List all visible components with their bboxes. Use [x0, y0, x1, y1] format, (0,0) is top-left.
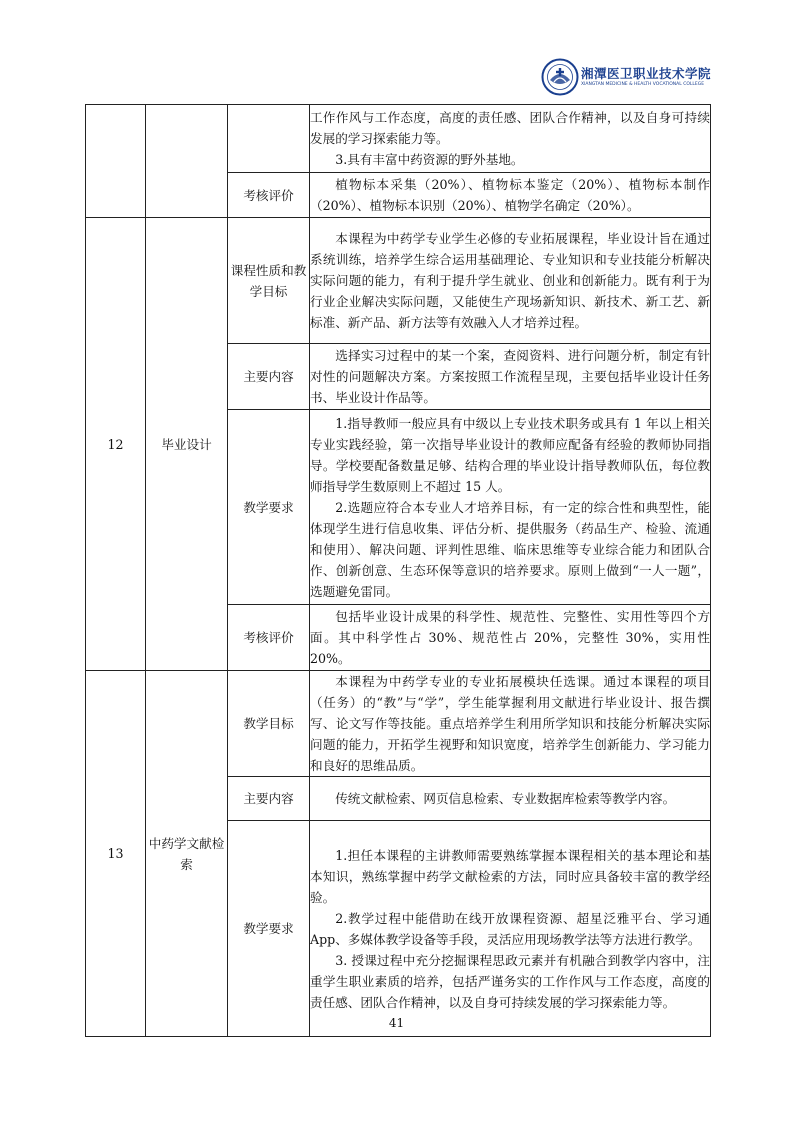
content-paragraph: 传统文献检索、网页信息检索、专业数据库检索等教学内容。 — [335, 791, 676, 806]
item-cell: 课程性质和教学目标 — [228, 218, 310, 344]
item-cell: 主要内容 — [228, 777, 310, 821]
content-cell — [310, 671, 711, 777]
item-cell: 教学要求 — [228, 821, 310, 1037]
course-name: 毕业设计 — [146, 218, 228, 671]
content-paragraph: 2.教学过程中能借助在线开放课程资源、超星泛雅平台、学习通 App、多媒体教学设备等手段，灵活应用现场教学法等方法进行教学。 — [310, 910, 710, 947]
content-cell — [310, 105, 711, 173]
item-cell: 考核评价 — [228, 605, 310, 671]
content-cell — [310, 605, 711, 671]
content-paragraph: 本课程为中药学专业学生必修的专业拓展课程，毕业设计旨在通过系统训练，培养学生综合运用基础理论、专业知识和专业技能分析解决实际问题的能力，有利于提升学生就业、创业和创新能力。既有利于为行业企业解决实际问题，又能使生产现场新知识、新技术、新工艺、新标准、新产品、新方法等有效融入人才培养过程。 — [310, 231, 710, 330]
content-paragraph: 3.具有丰富中药资源的野外基地。 — [335, 152, 524, 167]
content-paragraph: 3. 授课过程中充分挖掘课程思政元素并有机融合到教学内容中，注重学生职业素质的培养，包括严谨务实的工作作风与工作态度，高度的责任感、团队合作精神，以及自身可持续发展的学习探索能力等。 — [310, 952, 710, 1010]
table-row — [86, 218, 711, 344]
item-cell: 教学要求 — [228, 410, 310, 605]
page-number: 41 — [388, 1016, 405, 1030]
item-cell: 考核评价 — [228, 173, 310, 218]
content-cell — [310, 777, 711, 821]
content-paragraph: 植物标本采集（20%）、植物标本鉴定（20%）、植物标本制作（20%）、植物标本识别（20%）、植物学名确定（20%）。 — [310, 177, 710, 213]
school-name: 湘潭医卫职业技术学院 — [581, 66, 712, 81]
content-cell — [310, 218, 711, 344]
school-logo — [541, 58, 721, 98]
course-number-cell — [86, 105, 146, 218]
table-row — [86, 105, 711, 173]
content-cell — [310, 173, 711, 218]
content-cell — [310, 821, 711, 1037]
content-paragraph: 2.选题应符合本专业人才培养目标，有一定的综合性和典型性，能体现学生进行信息收集、评估分析、提供服务（药品生产、检验、流通和使用）、解决问题、评判性思维、临床思维等专业综合能力和团队合作、创新创意、生态环保等意识的培养要求。原则上做到“一人一题”，选题避免雷同。 — [310, 499, 710, 599]
content-line: 工作作风与工作态度，高度的责任感、团队合作精神，以及自身可持续发展的学习探索能力等。 — [310, 110, 710, 146]
course-name-cell — [146, 105, 228, 218]
item-cell: 教学目标 — [228, 671, 310, 777]
course-number: 12 — [86, 218, 146, 671]
content-paragraph: 1.担任本课程的主讲教师需要熟练掌握本课程相关的基本理论和基本知识，熟练掌握中药学文献检索的方法，同时应具备较丰富的教学经验。 — [310, 847, 710, 905]
content-cell — [310, 344, 711, 410]
school-name-en: XIANGTAN MEDICINE & HEALTH VOCATIONAL COLLEGE — [581, 82, 705, 87]
table-row — [86, 671, 711, 777]
course-number: 13 — [86, 671, 146, 1037]
content-cell — [310, 410, 711, 605]
content-paragraph: 包括毕业设计成果的科学性、规范性、完整性、实用性等四个方面。其中科学性占 30%、规范性占 20%，完整性 30%，实用性 20%。 — [310, 609, 710, 666]
item-cell: 主要内容 — [228, 344, 310, 410]
course-table — [85, 104, 711, 1037]
school-emblem-icon — [541, 58, 579, 96]
content-paragraph: 1.指导教师一般应具有中级以上专业技术职务或具有 1 年以上相关专业实践经验，第一次指导毕业设计的教师应配备有经验的教师协同指导。学校要配备数量足够、结构合理的毕业设计指导教师队伍，每位教师指导学生数原则上不超过 15 人。 — [310, 415, 710, 494]
item-cell — [228, 105, 310, 173]
content-paragraph: 选择实习过程中的某一个案，查阅资料、进行问题分析，制定有针对性的问题解决方案。方案按照工作流程呈现，主要包括毕业设计任务书、毕业设计作品等。 — [310, 348, 710, 405]
content-paragraph: 本课程为中药学专业的专业拓展模块任选课。通过本课程的项目（任务）的“教”与“学”，学生能掌握利用文献进行毕业设计、报告撰写、论文写作等技能。重点培养学生利用所学知识和技能分析解决实际问题的能力，开拓学生视野和知识宽度，培养学生创新能力、学习能力和良好的思维品质。 — [310, 674, 710, 773]
course-name: 中药学文献检索 — [146, 671, 228, 1037]
